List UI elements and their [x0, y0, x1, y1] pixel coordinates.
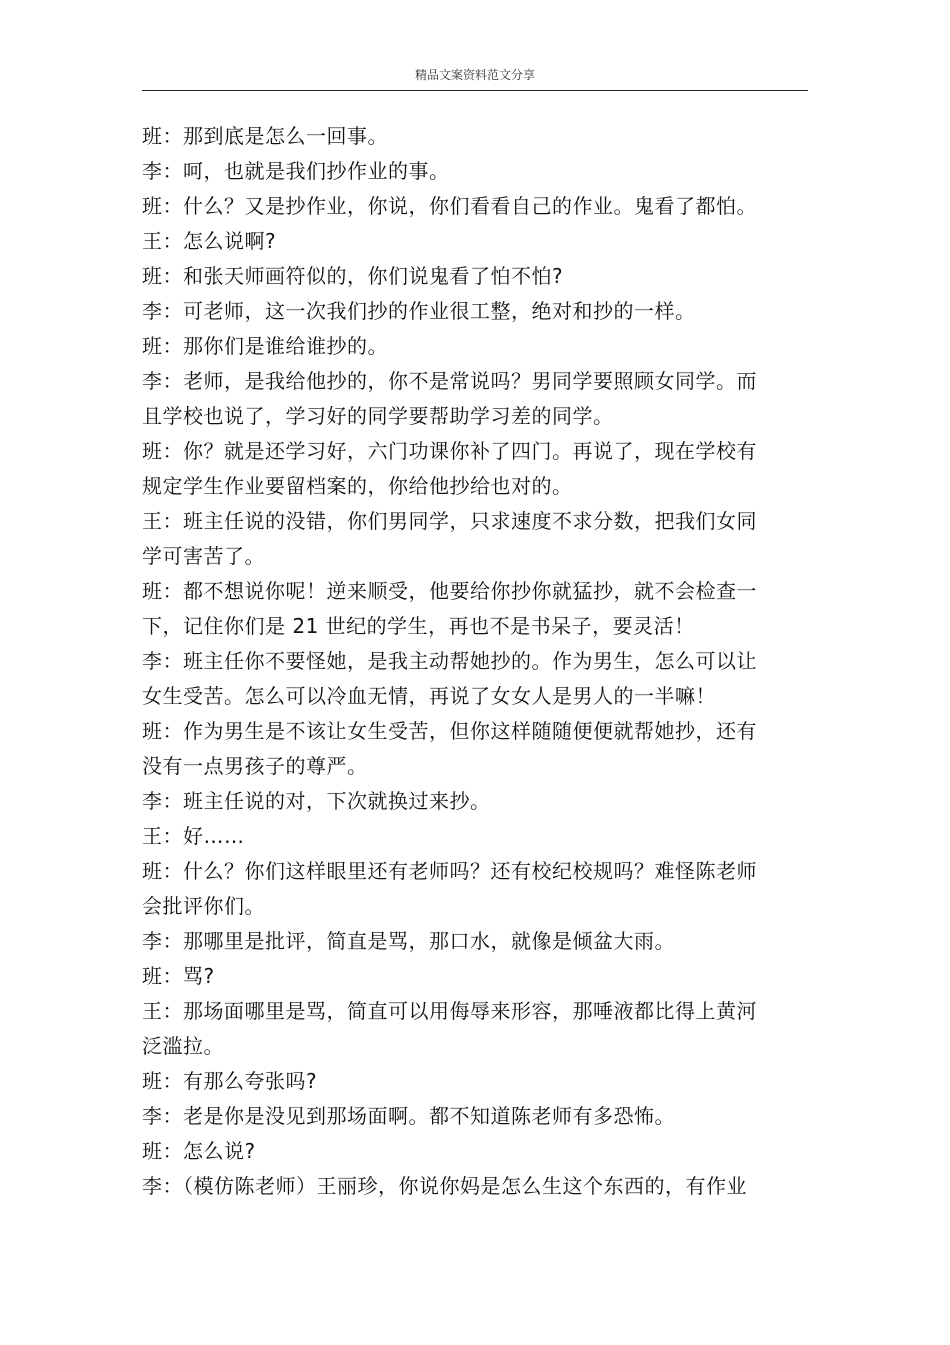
text-line: 规定学生作业要留档案的，你给他抄给也对的。	[142, 474, 573, 498]
header-divider	[142, 90, 808, 91]
text-line: 班：都不想说你呢！逆来顺受，他要给你抄你就猛抄，就不会检查一	[142, 579, 757, 603]
text-line: 李：老师，是我给他抄的，你不是常说吗？男同学要照顾女同学。而	[142, 369, 757, 393]
text-line: 李：可老师，这一次我们抄的作业很工整，绝对和抄的一样。	[142, 299, 696, 323]
text-line: 李：（模仿陈老师）王丽珍，你说你妈是怎么生这个东西的，有作业	[142, 1174, 747, 1198]
text-line: 班：和张天师画符似的，你们说鬼看了怕不怕?	[142, 264, 564, 288]
text-line: 没有一点男孩子的尊严。	[142, 754, 368, 778]
text-line: 泛滥拉。	[142, 1034, 224, 1058]
text-line: 李：班主任说的对，下次就换过来抄。	[142, 789, 491, 813]
text-line: 学可害苦了。	[142, 544, 265, 568]
text-line: 王：那场面哪里是骂，简直可以用侮辱来形容，那唾液都比得上黄河	[142, 999, 757, 1023]
document-body	[142, 122, 782, 1207]
text-line: 王：怎么说啊?	[142, 229, 277, 253]
text-line: 班：那到底是怎么一回事。	[142, 124, 388, 148]
text-line: 班：有那么夸张吗?	[142, 1069, 318, 1093]
page-header: 精品文案资料范文分享	[414, 68, 535, 82]
text-line: 班：什么？又是抄作业，你说，你们看看自己的作业。鬼看了都怕。	[142, 194, 757, 218]
text-line: 李：老是你是没见到那场面啊。都不知道陈老师有多恐怖。	[142, 1104, 675, 1128]
text-line: 王：班主任说的没错，你们男同学，只求速度不求分数，把我们女同	[142, 509, 757, 533]
text-line: 李：呵，也就是我们抄作业的事。	[142, 159, 450, 183]
text-line: 班：那你们是谁给谁抄的。	[142, 334, 388, 358]
text-line: 且学校也说了，学习好的同学要帮助学习差的同学。	[142, 404, 614, 428]
text-line: 班：作为男生是不该让女生受苦，但你这样随随便便就帮她抄，还有	[142, 719, 757, 743]
text-line: 班：什么？你们这样眼里还有老师吗？还有校纪校规吗？难怪陈老师	[142, 859, 757, 883]
text-line: 班：你？就是还学习好，六门功课你补了四门。再说了，现在学校有	[142, 439, 757, 463]
text-line: 会批评你们。	[142, 894, 265, 918]
text-line: 李：班主任你不要怪她，是我主动帮她抄的。作为男生，怎么可以让	[142, 649, 757, 673]
text-line: 王：好……	[142, 824, 245, 848]
text-line: 班：怎么说?	[142, 1139, 256, 1163]
text-line: 女生受苦。怎么可以冷血无情，再说了女女人是男人的一半嘛！	[142, 684, 716, 708]
text-line: 班：骂?	[142, 964, 215, 988]
text-line: 下，记住你们是 21 世纪的学生，再也不是书呆子，要灵活！	[142, 614, 695, 638]
text-line: 李：那哪里是批评，简直是骂，那口水，就像是倾盆大雨。	[142, 929, 675, 953]
